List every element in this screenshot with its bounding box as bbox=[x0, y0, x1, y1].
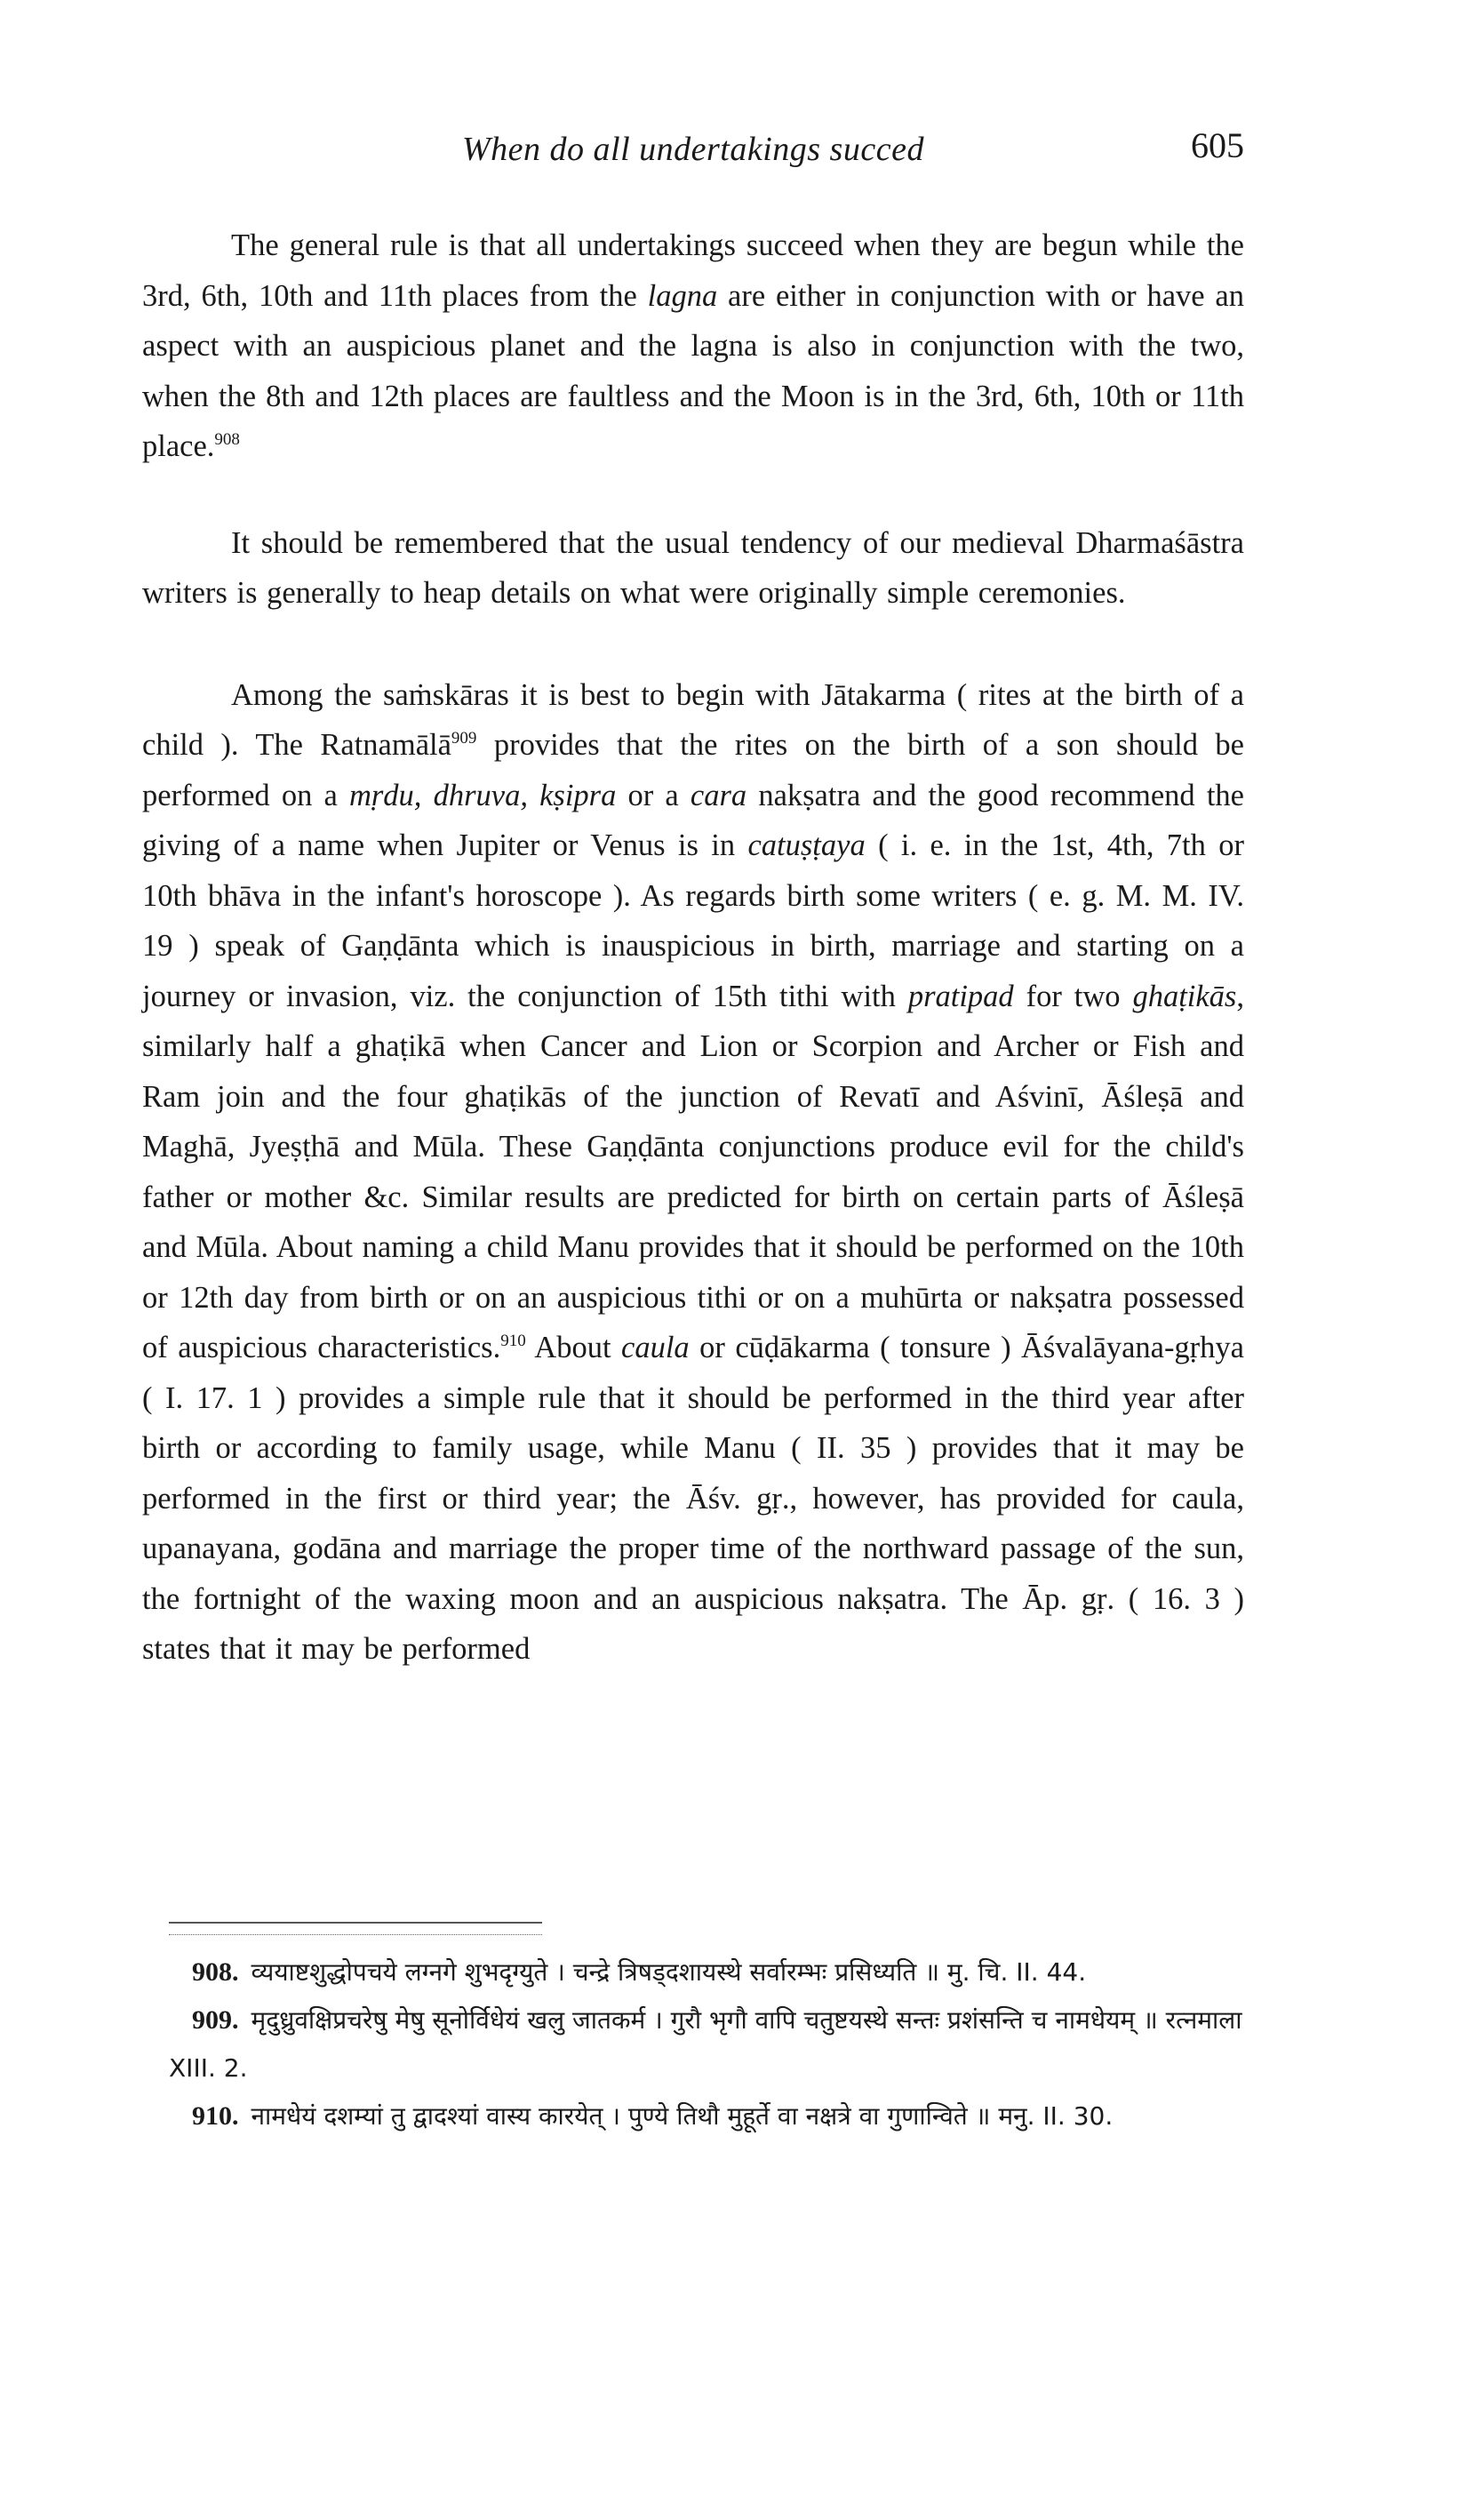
italic-term: caula bbox=[621, 1331, 690, 1364]
para-text: are either in conjunction with or have an aspect with an auspicious planet and the lagna is also in conjunction with the two, when the 8th and 12th places are faultless and the Moon is in the 3rd, 6th, 10th or 11th place. bbox=[142, 278, 1244, 463]
footnote-text: नामधेयं दशम्यां तु द्वादश्यां वास्य कारयेत् । पुण्ये तिथौ मुहूर्ते वा नक्षत्रे वा गुणान्विते ॥ मनु. II. 30. bbox=[251, 2101, 1114, 2131]
italic-term: lagna bbox=[647, 278, 718, 313]
body-text bbox=[142, 220, 1244, 1675]
italic-term: mṛdu, dhruva, kṣipra bbox=[348, 778, 617, 812]
footnote-ref: 908 bbox=[214, 430, 240, 449]
para-text: provides that the rites on the birth of a son should be performed on a bbox=[142, 728, 1244, 812]
footnote-text: मृदुध्रुवक्षिप्रचरेषु मेषु सूनोर्विधेयं खलु जातकर्म । गुरौ भृगौ वापि चतुष्टयस्थे सन्तः प्रशंसन्ति च नामधेयम् ॥ रत्नमाला XIII. 2. bbox=[169, 2005, 1242, 2083]
italic-term: cara bbox=[690, 778, 747, 812]
footnote-ref: 910 bbox=[500, 1332, 526, 1350]
para-text: , similarly half a ghaṭikā when Cancer and Lion or Scorpion and Archer or Fish and Ram join and the four ghaṭikās of the junction of Revatī and Aśvinī, Āśleṣā and Maghā, Jyeṣṭhā and Mūla. These Gaṇḍānta conjunctions produce evil for the child's father or mother &c. Similar results are predicted for birth on certain parts of Āśleṣā and Mūla. About naming a child Manu provides that it should be performed on the 10th or 12th day from birth or on an auspicious tithi or on a muhūrta or nakṣatra possessed of auspicious characteristics. bbox=[142, 979, 1244, 1364]
footnote-number: 908. bbox=[192, 1957, 239, 1987]
footnote-number: 909. bbox=[192, 2005, 239, 2035]
footnote-910 bbox=[169, 2092, 1271, 2140]
para-text: About bbox=[525, 1331, 621, 1364]
page-header bbox=[160, 124, 1262, 187]
italic-term: catuṣṭaya bbox=[747, 828, 866, 862]
page-number: 605 bbox=[1191, 125, 1244, 165]
italic-term: ghaṭikās bbox=[1132, 979, 1237, 1013]
footnote-number: 910. bbox=[192, 2101, 239, 2131]
running-title: When do all undertakings succed bbox=[462, 131, 924, 168]
para-text: or a bbox=[616, 778, 691, 812]
paragraph-tendency bbox=[142, 518, 1244, 619]
paragraph-general-rule bbox=[142, 220, 1244, 472]
paragraph-samskaras bbox=[142, 670, 1244, 1675]
footnote-ref: 909 bbox=[451, 729, 477, 748]
italic-term: pratipad bbox=[907, 979, 1014, 1013]
para-text: for two bbox=[1013, 979, 1133, 1013]
para-text: The general rule is that all undertakings succeed when they are begun while the 3rd, 6th, 10th and 11th places from the bbox=[142, 228, 1244, 313]
footnotes bbox=[169, 1948, 1271, 2140]
para-text: nakṣatra and the good recommend the giving of a name when Jupiter or Venus is in bbox=[142, 778, 1244, 862]
footnote-908 bbox=[169, 1948, 1271, 1996]
para-text: or cūḍākarma ( tonsure ) Āśvalāyana-gṛhya ( I. 17. 1 ) provides a simple rule that it should be performed in the third year after birth or according to family usage, while Manu ( II. 35 ) provides that it may be performed in the first or third year; the Āśv. gṛ., however, has provided for caula, upanayana, godāna and marriage the proper time of the northward passage of the sun, the fortnight of the waxing moon and an auspicious nakṣatra. The Āp. gṛ. ( 16. 3 ) states that it may be performed bbox=[142, 1331, 1244, 1666]
para-text: It should be remembered that the usual tendency of our medieval Dharmaśāstra writers is generally to heap details on what were originally simple ceremonies. bbox=[142, 525, 1244, 610]
footnote-divider bbox=[169, 1922, 542, 1935]
para-text: Among the saṁskāras it is best to begin with Jātakarma ( rites at the birth of a child ). The Ratnamālā bbox=[142, 677, 1244, 762]
footnote-text: व्ययाष्टशुद्धोपचये लग्नगे शुभदृग्युते । चन्द्रे त्रिषड्दशायस्थे सर्वारम्भः प्रसिध्यति ॥ मु. चि. II. 44. bbox=[251, 1957, 1087, 1987]
para-text: ( i. e. in the 1st, 4th, 7th or 10th bhāva in the infant's horoscope ). As regards birth some writers ( e. g. M. M. IV. 19 ) speak of Gaṇḍānta which is inauspicious in birth, marriage and starting on a journey or invasion, viz. the conjunction of 15th tithi with bbox=[142, 828, 1244, 1013]
footnote-909 bbox=[169, 1996, 1271, 2092]
